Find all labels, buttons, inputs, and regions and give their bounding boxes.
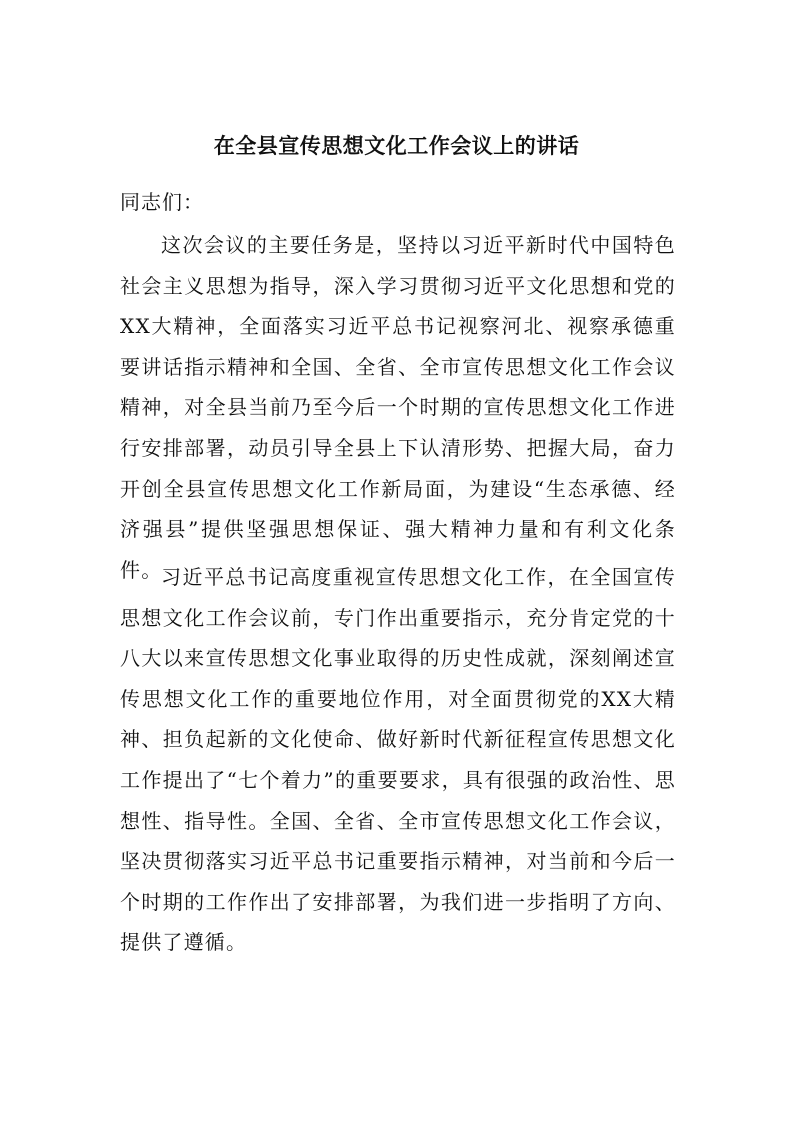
document-title: 在全县宣传思想文化工作会议上的讲话 bbox=[213, 133, 580, 158]
paragraph-1: 这次会议的主要任务是，坚持以习近平新时代中国特色社会主义思想为指导，深入学习贯彻习近平文化思想和党的XX大精神，全面落实习近平总书记视察河北、视察承德重要讲话指示精神和全国、全省、全市宣传思想文化工作会议精神，对全县当前乃至今后一个时期的宣传思想文化工作进行安排部署，动员引导全县上下认清形势、把握大局，奋力开创全县宣传思想文化工作新局面，为建设“生态承德、经济强县”提供坚强思想保证、强大精神力量和有利文化条件。 bbox=[120, 233, 676, 582]
paragraph-2: 习近平总书记高度重视宣传思想文化工作，在全国宣传思想文化工作会议前，专门作出重要指示，充分肯定党的十八大以来宣传思想文化事业取得的历史性成就，深刻阐述宣传思想文化工作的重要地位作用，对全面贯彻党的XX大精神、担负起新的文化使命、做好新时代新征程宣传思想文化工作提出了“七个着力”的重要要求，具有很强的政治性、思想性、指导性。全国、全省、全市宣传思想文化工作会议，坚决贯彻落实习近平总书记重要指示精神，对当前和今后一个时期的工作作出了安排部署，为我们进一步指明了方向、提供了遵循。 bbox=[120, 565, 676, 955]
salutation: 同志们： bbox=[120, 190, 204, 214]
